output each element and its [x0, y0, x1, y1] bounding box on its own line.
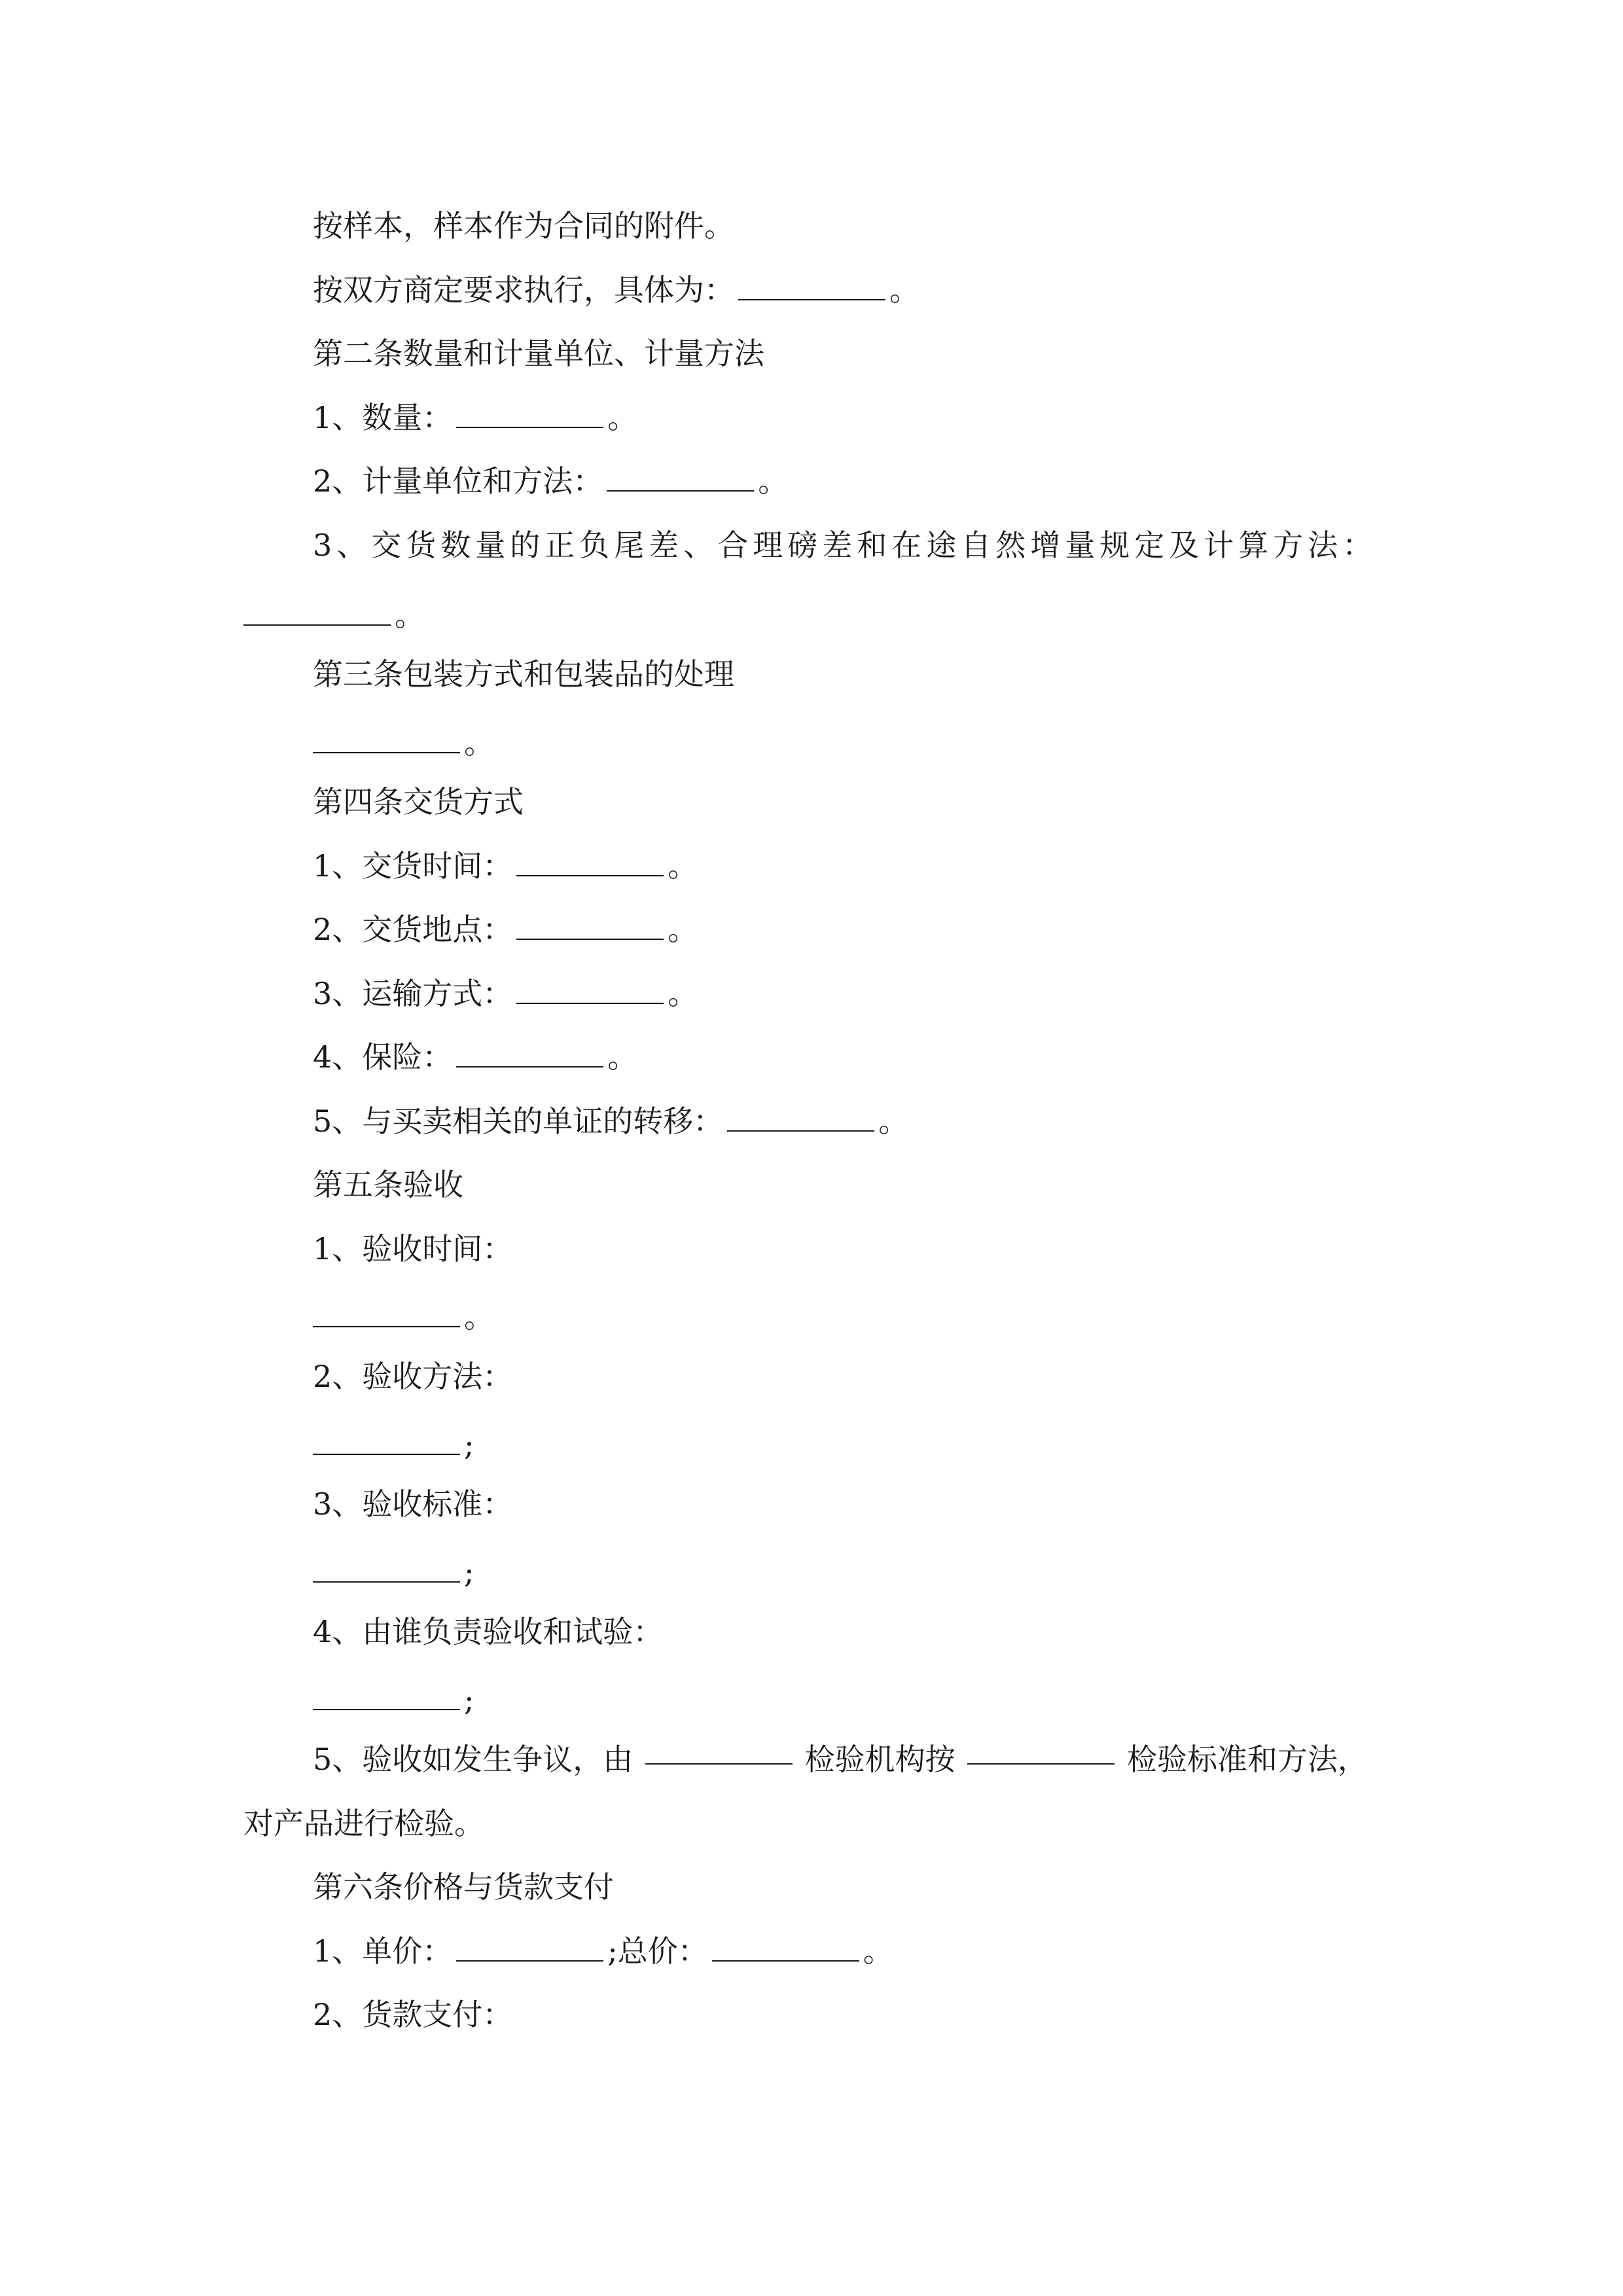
period: 。 [889, 272, 919, 308]
art4-item-2 [313, 910, 698, 949]
art2-item-1 [313, 398, 637, 437]
period: 。 [464, 725, 494, 761]
negotiated-line [313, 270, 919, 310]
transport-label: 3、运输方式： [313, 976, 513, 1011]
inspection-time-blank[interactable] [313, 1302, 460, 1327]
art2-item-2 [313, 461, 788, 501]
delivery-place-blank[interactable] [516, 915, 664, 940]
unit-method-label: 2、计量单位和方法： [313, 463, 603, 499]
tolerance-blank[interactable] [243, 601, 391, 626]
sample-line: 按样本，样本作为合同的附件。 [313, 208, 734, 243]
art2-item-3: 3、交货数量的正负尾差、合理磅差和在途自然增量规定及计算方法： [313, 528, 1378, 563]
transport-blank[interactable] [516, 979, 664, 1004]
period: 。 [668, 912, 698, 947]
documents-blank[interactable] [727, 1107, 874, 1132]
article-2-heading: 第二条数量和计量单位、计量方法 [313, 336, 764, 371]
dispute-label-b: 检验机构按 [804, 1742, 955, 1777]
period: 。 [464, 1299, 494, 1335]
period: 。 [758, 463, 789, 499]
art4-item-1 [313, 846, 698, 886]
delivery-time-blank[interactable] [516, 852, 664, 876]
negotiated-label: 按双方商定要求执行，具体为： [313, 272, 734, 308]
dispute-label-c: 检验标准和方法， [1126, 1742, 1368, 1777]
article-5-heading: 第五条验收 [313, 1167, 463, 1202]
packaging-blank[interactable] [313, 728, 460, 753]
quantity-label: 1、数量： [313, 400, 453, 435]
total-price-blank[interactable] [712, 1937, 859, 1962]
quantity-blank[interactable] [456, 403, 603, 428]
period: 。 [607, 1039, 638, 1075]
art2-item-3-cont [243, 596, 425, 635]
art5-item-4-blank-line [313, 1680, 474, 1719]
period: 。 [878, 1103, 909, 1139]
art4-item-4 [313, 1037, 637, 1077]
art5-item-5 [313, 1740, 1368, 1779]
art4-item-3 [313, 974, 698, 1013]
art5-item-5-cont: 对产品进行检验。 [243, 1806, 484, 1841]
art5-item-3-blank-line [313, 1552, 474, 1592]
art6-item-2: 2、货款支付： [313, 1997, 513, 2032]
article-6-heading: 第六条价格与货款支付 [313, 1869, 614, 1905]
period: 。 [395, 598, 425, 633]
art4-item-5 [313, 1102, 908, 1141]
art5-item-4: 4、由谁负责验收和试验： [313, 1614, 664, 1649]
art5-item-2-blank-line [313, 1425, 474, 1464]
art5-item-1-blank-line [313, 1297, 494, 1336]
unit-price-blank[interactable] [456, 1937, 603, 1962]
total-price-label: ;总价： [607, 1933, 708, 1969]
delivery-place-label: 2、交货地点： [313, 912, 513, 947]
inspection-method-blank[interactable] [313, 1430, 460, 1455]
inspection-standard-blank[interactable] [313, 1558, 460, 1583]
delivery-time-label: 1、交货时间： [313, 848, 513, 884]
period: 。 [863, 1933, 893, 1969]
negotiated-blank[interactable] [738, 276, 885, 300]
period: 。 [668, 976, 698, 1011]
art5-item-2: 2、验收方法： [313, 1359, 513, 1394]
dispute-label-a: 5、验收如发生争议，由 [313, 1742, 633, 1777]
documents-label: 5、与买卖相关的单证的转移： [313, 1103, 724, 1139]
semicolon: ; [464, 1554, 474, 1590]
dispute-standard-blank[interactable] [967, 1740, 1115, 1765]
unit-price-label: 1、单价： [313, 1933, 453, 1969]
art5-item-1: 1、验收时间： [313, 1231, 513, 1266]
insurance-label: 4、保险： [313, 1039, 453, 1075]
unit-method-blank[interactable] [607, 467, 754, 492]
art6-item-1 [313, 1931, 893, 1971]
inspection-party-blank[interactable] [313, 1685, 460, 1710]
period: 。 [607, 400, 638, 435]
semicolon: ; [464, 1427, 474, 1462]
article-3-heading: 第三条包装方式和包装品的处理 [313, 656, 734, 692]
period: 。 [668, 848, 698, 884]
article-4-heading: 第四条交货方式 [313, 784, 524, 819]
inspection-agency-blank[interactable] [645, 1740, 793, 1765]
semicolon: ; [464, 1682, 474, 1717]
insurance-blank[interactable] [456, 1043, 603, 1067]
art5-item-3: 3、验收标准： [313, 1486, 513, 1522]
packaging-line [313, 723, 494, 762]
